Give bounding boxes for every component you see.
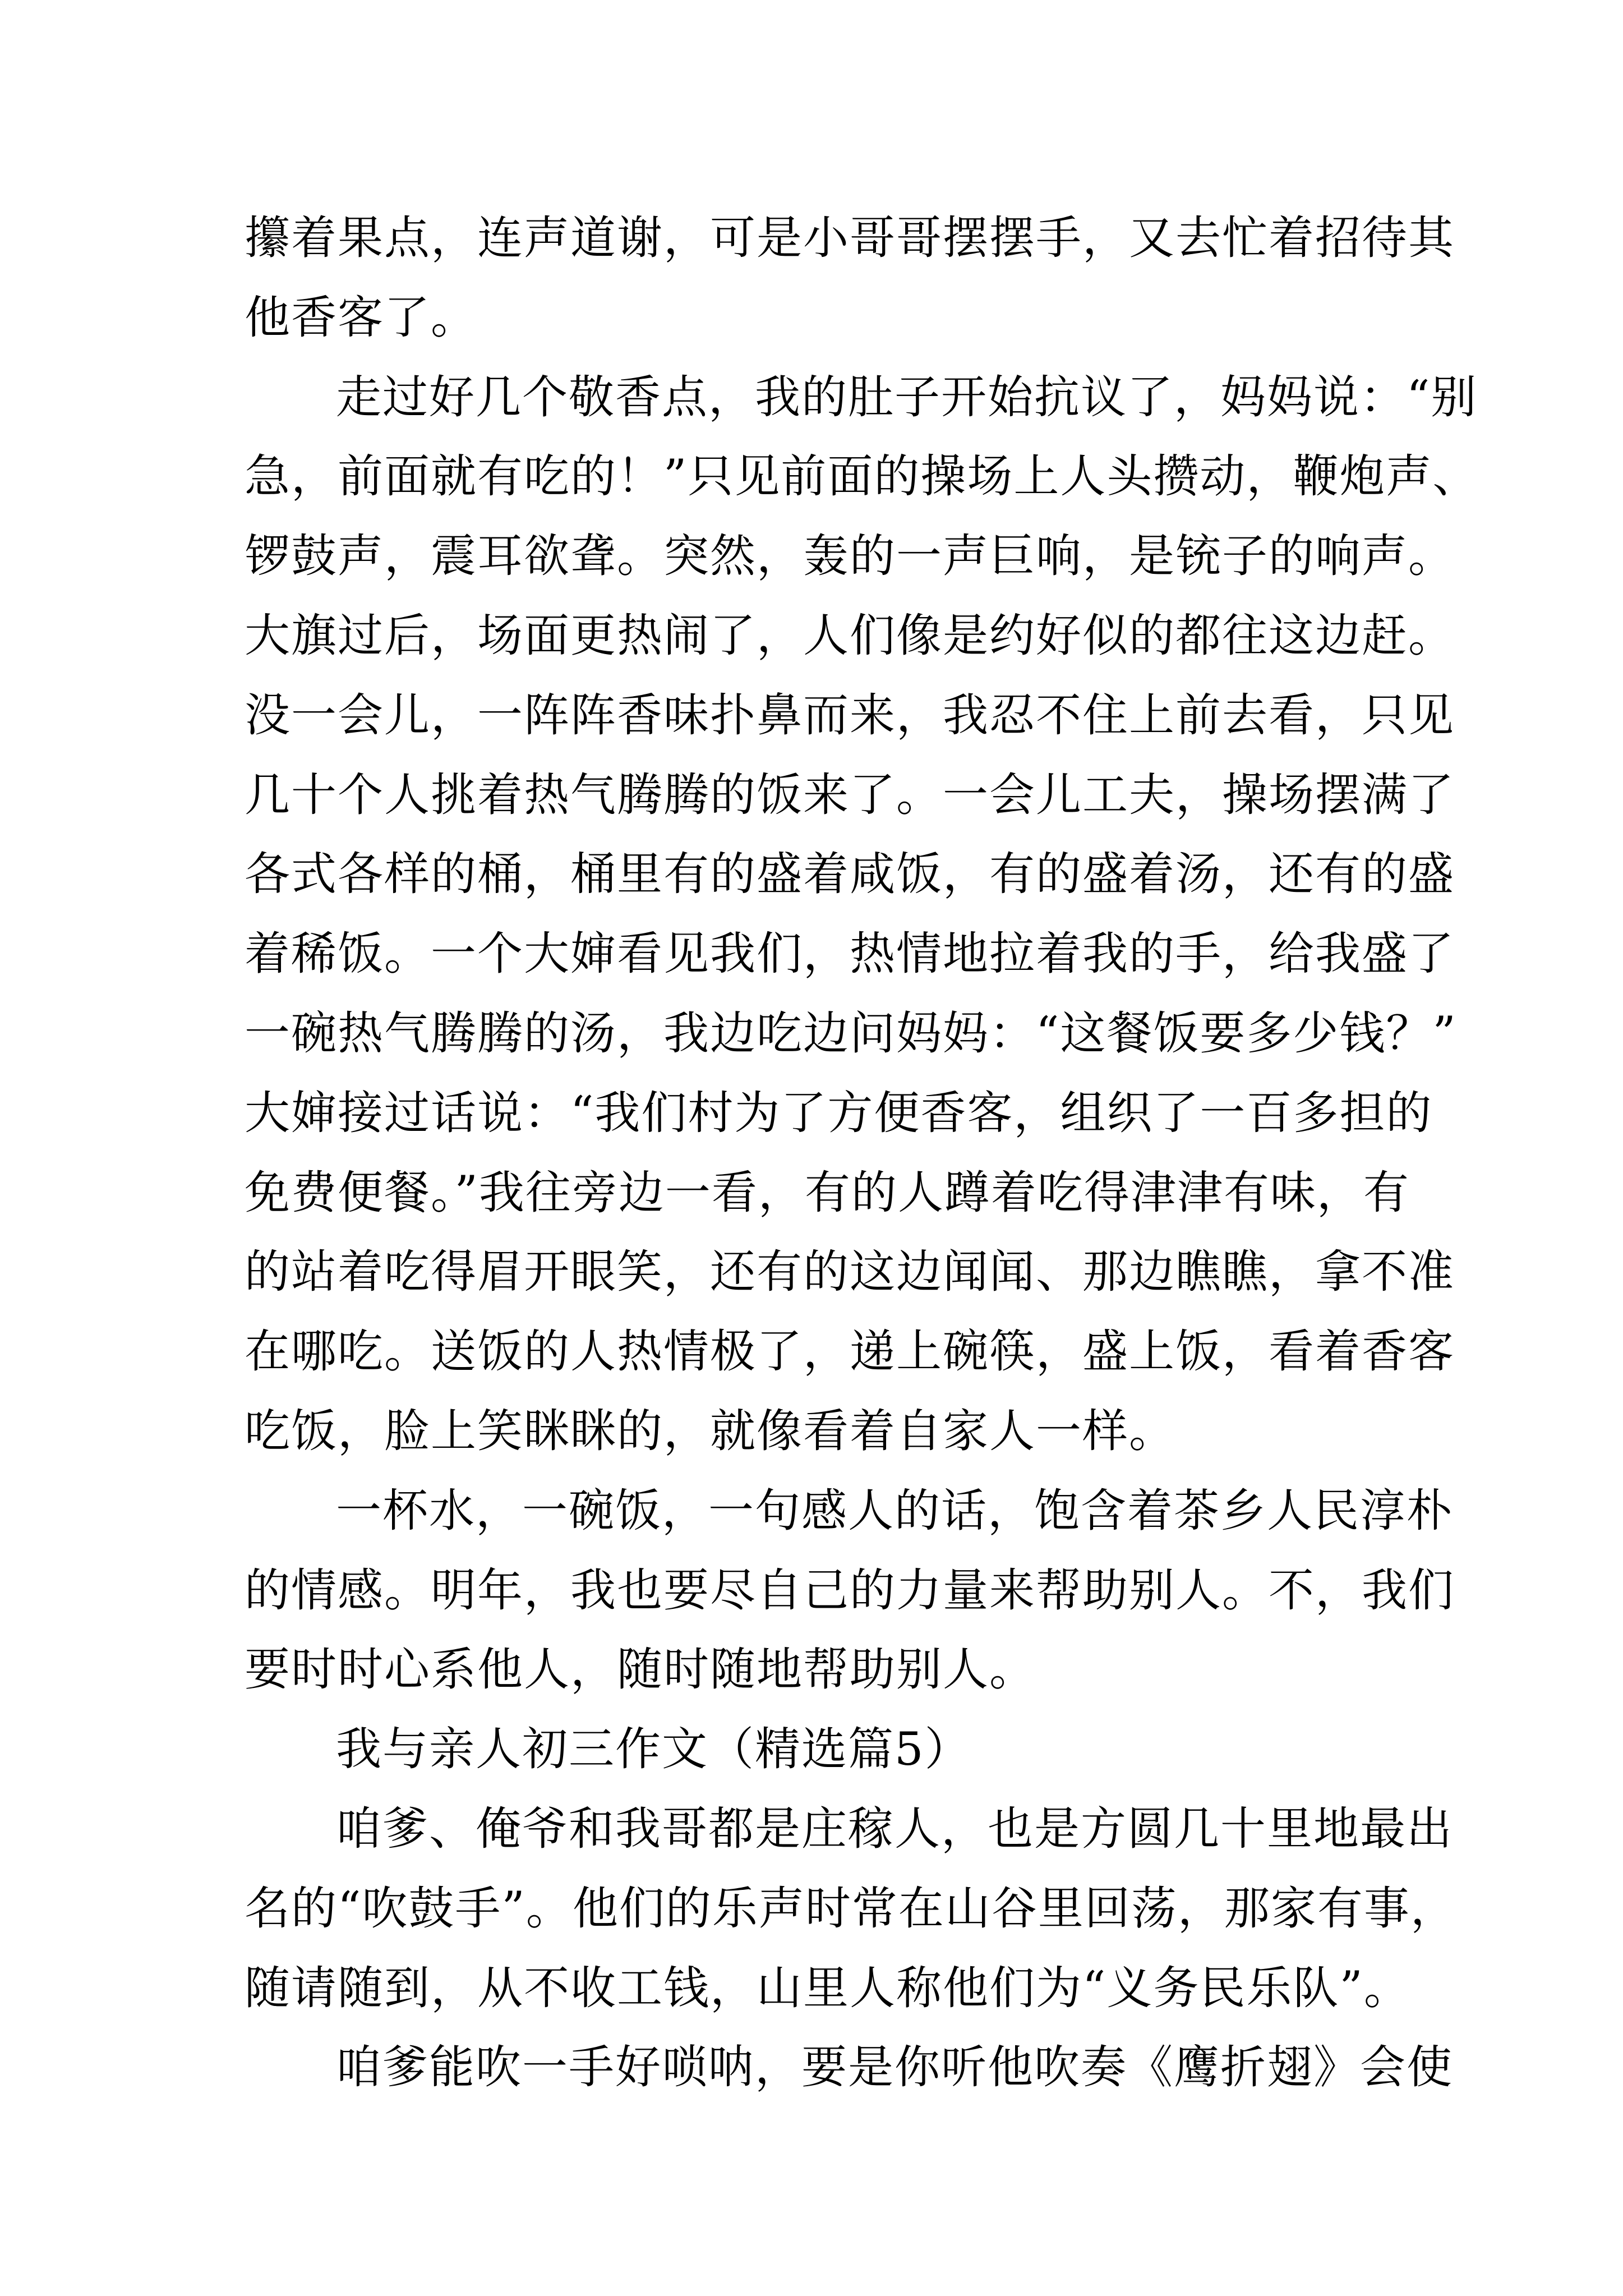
text-line: 免费便餐。”我往旁边一看，有的人蹲着吃得津津有味，有 — [245, 1166, 1410, 1220]
text-line: 大婶接过话说：“我们村为了方便香客，组织了一百多担的 — [245, 1087, 1433, 1140]
text-line: 着稀饭。一个大婶看见我们，热情地拉着我的手，给我盛了 — [245, 928, 1455, 981]
text-line: 大旗过后，场面更热闹了，人们像是约好似的都往这边赶。 — [245, 609, 1455, 662]
text-line: 他香客了。 — [245, 291, 478, 344]
text-line: 的站着吃得眉开眼笑，还有的这边闻闻、那边瞧瞧，拿不准 — [245, 1246, 1455, 1299]
text-line: 随请随到，从不收工钱，山里人称他们为“义务民乐队”。 — [245, 1962, 1410, 2015]
text-line: 咱爹能吹一手好唢呐，要是你听他吹奏《鹰折翅》会使 — [336, 2041, 1454, 2095]
text-line: 吃饭，脸上笑眯眯的，就像看着自家人一样。 — [245, 1405, 1176, 1458]
text-line: 没一会儿，一阵阵香味扑鼻而来，我忍不住上前去看，只见 — [245, 689, 1455, 742]
text-line: 各式各样的桶，桶里有的盛着咸饭，有的盛着汤，还有的盛 — [245, 848, 1455, 901]
text-line: 名的“吹鼓手”。他们的乐声时常在山谷里回荡，那家有事， — [245, 1882, 1457, 1935]
section-heading: 我与亲人初三作文（精选篇5） — [336, 1723, 971, 1777]
document-body — [245, 199, 1479, 2108]
text-line: 锣鼓声，震耳欲聋。突然，轰的一声巨响，是铳子的响声。 — [245, 530, 1455, 583]
text-line: 走过好几个敬香点，我的肚子开始抗议了，妈妈说：“别 — [336, 371, 1478, 424]
text-line: 要时时心系他人，随时随地帮助别人。 — [245, 1644, 1036, 1697]
text-line: 几十个人挑着热气腾腾的饭来了。一会儿工夫，操场摆满了 — [245, 769, 1455, 822]
text-line: 一杯水，一碗饭，一句感人的话，饱含着茶乡人民淳朴 — [336, 1484, 1454, 1538]
text-line: 在哪吃。送饭的人热情极了，递上碗筷，盛上饭，看着香客 — [245, 1326, 1455, 1379]
text-line: 咱爹、俺爷和我哥都是庄稼人，也是方圆几十里地最出 — [336, 1802, 1454, 1856]
text-line: 急，前面就有吃的！”只见前面的操场上人头攒动，鞭炮声、 — [245, 450, 1479, 504]
text-line: 攥着果点，连声道谢，可是小哥哥摆摆手，又去忙着招待其 — [245, 212, 1455, 265]
text-line: 一碗热气腾腾的汤，我边吃边问妈妈：“这餐饭要多少钱？” — [245, 1007, 1457, 1060]
text-line: 的情感。明年，我也要尽自己的力量来帮助别人。不，我们 — [245, 1564, 1455, 1617]
